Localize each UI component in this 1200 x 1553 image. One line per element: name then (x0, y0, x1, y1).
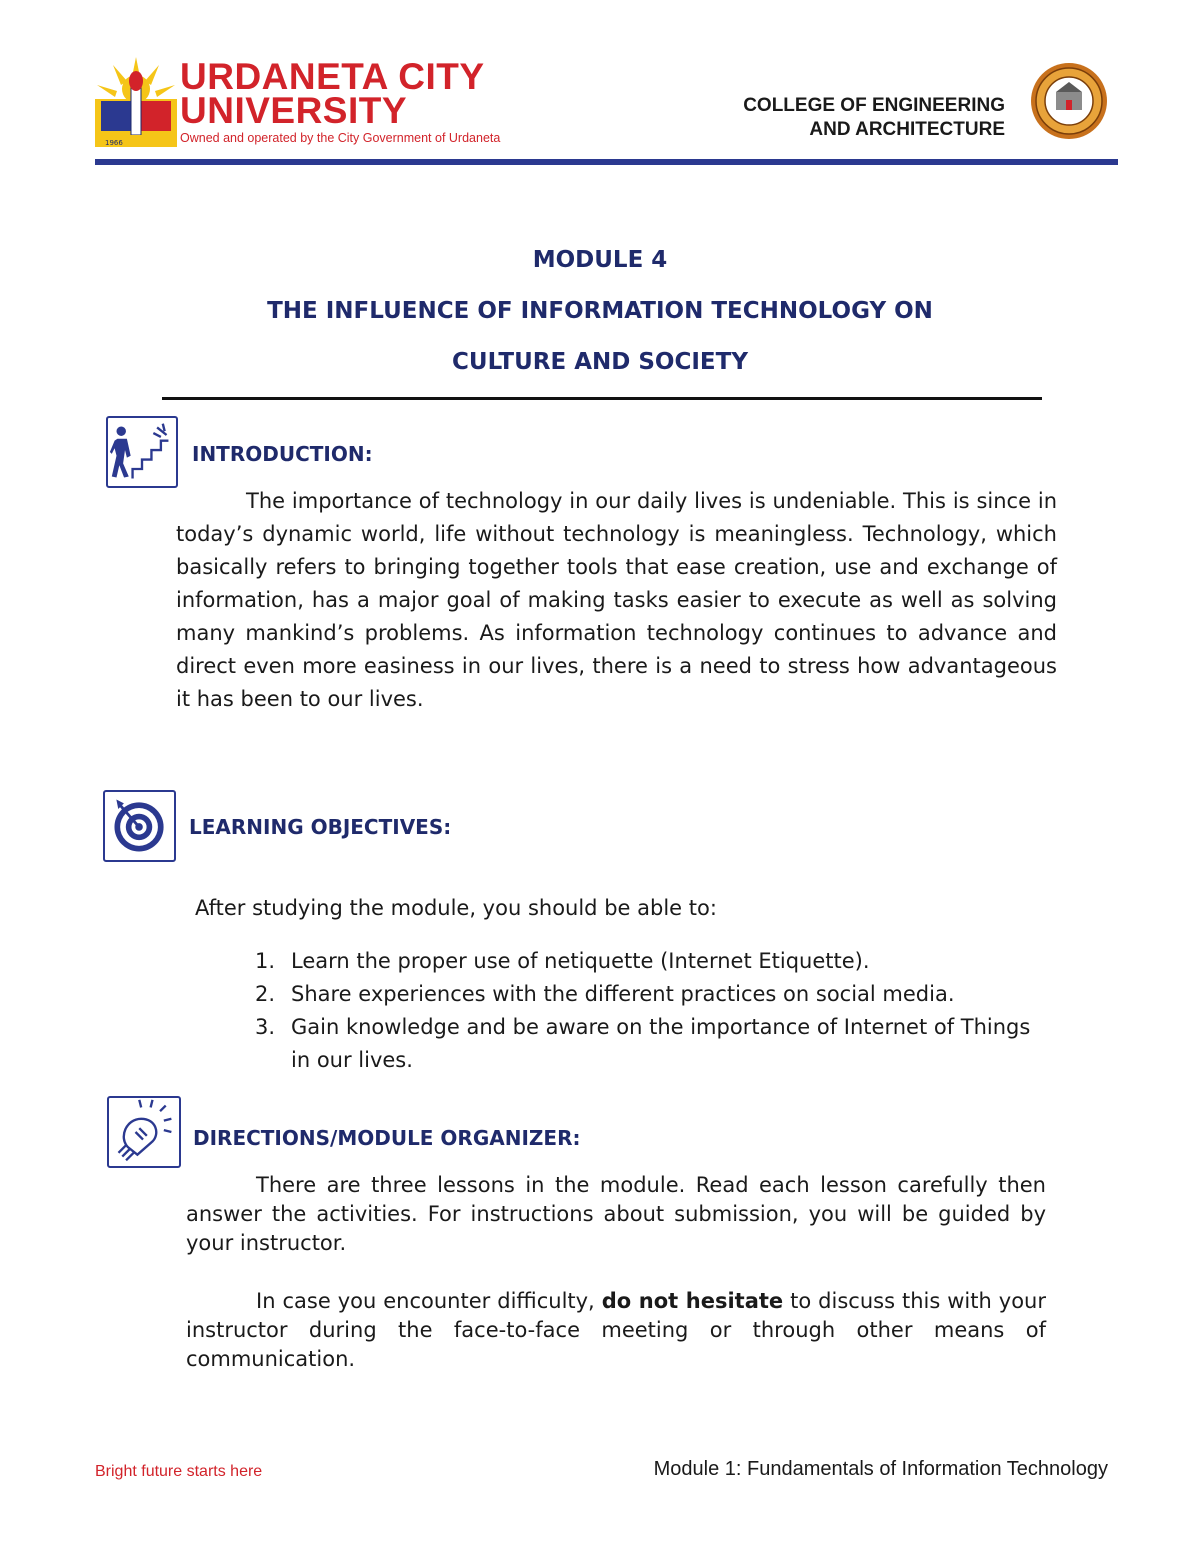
objective-text: Learn the proper use of netiquette (Internet Etiquette). (291, 949, 870, 973)
university-name-line1: URDANETA CITY (180, 56, 485, 97)
logo-year: 1966 (105, 139, 123, 147)
college-seal-icon (1030, 62, 1108, 140)
introduction-text: The importance of technology in our daily lives is undeniable. This is since in today’s dynamic world, life without technology is meaningless. Technology, which basically refers to bringing together tools that ease creation, use and exchange of information, has a major goal of making tasks easier to execute as well as solving many mankind’s problems. As information technology continues to advance and direct even more easiness in our lives, there is a need to stress how advantageous it has been to our lives. (176, 489, 1057, 711)
module-number: MODULE 4 (532, 247, 668, 273)
introduction-paragraph (176, 485, 1057, 716)
objective-number: 1. (255, 949, 276, 973)
university-owned-by: Owned and operated by the City Government of Urdaneta (180, 131, 501, 145)
college-name-line2: AND ARCHITECTURE (809, 119, 1005, 140)
stairs-climb-icon (106, 416, 178, 488)
header-divider (95, 159, 1118, 165)
learning-objectives-heading: LEARNING OBJECTIVES: (189, 815, 452, 839)
objective-number: 2. (255, 982, 276, 1006)
title-divider (162, 397, 1042, 400)
objective-text: Gain knowledge and be aware on the importance of Internet of Things in our lives. (291, 1015, 1031, 1072)
objective-number: 3. (255, 1015, 276, 1039)
university-logo (93, 55, 179, 147)
directions-paragraph-1 (186, 1171, 1046, 1258)
target-icon (103, 790, 176, 862)
directions-emphasis: do not hesitate (601, 1289, 784, 1313)
footer-module-name: Module 1: Fundamentals of Information Technology (653, 1458, 1108, 1480)
module-title-line1: THE INFLUENCE OF INFORMATION TECHNOLOGY ON (267, 298, 933, 324)
directions-text-2b: to discuss this with your instructor during the face-to-face meeting or through other means of communication. (186, 1289, 1046, 1371)
objectives-lead: After studying the module, you should be able to: (195, 896, 717, 920)
module-title-line2: CULTURE AND SOCIETY (452, 349, 748, 375)
directions-text-1: There are three lessons in the module. Read each lesson carefully then answer the activities. For instructions about submission, you will be guided by your instructor. (186, 1173, 1046, 1255)
directions-paragraph-2 (186, 1287, 1046, 1374)
lightbulb-icon (107, 1096, 181, 1168)
objective-text: Share experiences with the different practices on social media. (291, 982, 955, 1006)
footer-tagline: Bright future starts here (95, 1463, 263, 1480)
directions-heading: DIRECTIONS/MODULE ORGANIZER: (193, 1126, 581, 1150)
introduction-heading: INTRODUCTION: (192, 442, 373, 466)
college-name-line1: COLLEGE OF ENGINEERING (743, 95, 1005, 116)
university-name-line2: UNIVERSITY (180, 90, 408, 131)
directions-text-2a: In case you encounter difficulty, (256, 1289, 602, 1313)
